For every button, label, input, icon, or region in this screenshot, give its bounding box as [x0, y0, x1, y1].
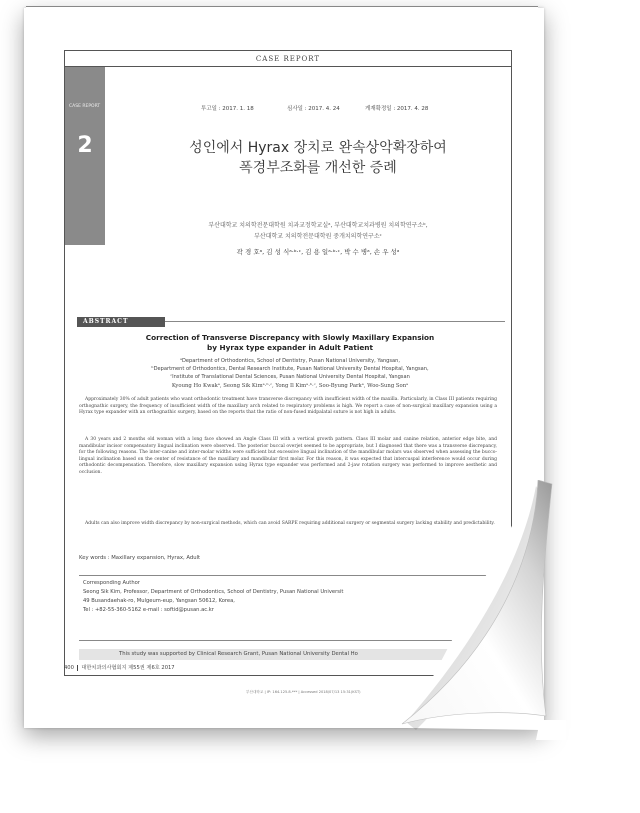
title-line-2: 폭경부조화를 개선한 증례: [239, 160, 397, 176]
korean-authors: 곽 경 호ᵃ, 김 성 식ᵃ·ᵇ·ᶜ, 김 용 일ᵃ·ᵇ·ᶜ, 박 수 병ᵃ, 손 우 성ᵃ: [236, 248, 400, 256]
affiliation-line-2: 부산대학교 치의학전문대학원 중개치의학연구소ᶜ: [254, 233, 382, 240]
revised-date: 심사일 : 2017. 4. 24: [287, 106, 340, 112]
top-rule: [26, 6, 538, 7]
corresponding-heading: Corresponding Author: [83, 580, 140, 586]
english-title-line-2: by Hyrax type expander in Adult Patient: [207, 343, 373, 352]
corresponding-line-3: Tel : +82-55-360-5162 e-mail : softid@pusan.ac.kr: [83, 607, 214, 613]
download-stamp: 부산대학교 | IP: 164.125.8.*** | Accessed 2018/07/13 15:31(KST): [246, 690, 361, 694]
corresponding-line-1: Seong Sik Kim, Professor, Department of Orthodontics, School of Dentistry, Pusan National Universit: [83, 589, 344, 595]
english-authors: Kyoung Ho Kwakᵃ, Seong Sik Kimᵃ·ᵇ·ᶜ, Yong Il Kimᵃ·ᵇ·ᶜ, Soo-Byung Parkᵃ, Woo-Sung Sonᵃ: [171, 383, 409, 389]
keywords: Key words : Maxillary expansion, Hyrax, Adult: [79, 555, 201, 561]
accepted-date: 게재확정일 : 2017. 4. 28: [365, 106, 429, 112]
title-line-1: 성인에서 Hyrax 장치로 완속상악확장하여: [189, 140, 447, 156]
abstract-paragraph-1: Approximately 30% of adult patients who want orthodontic treatment have transverse discrepancy with insufficient width of the maxilla. Particularly, in Class III patients requiring orthognathic surgery, the frequency of insufficient width of the maxillary arch related to respiratory problems is high. We report a case of non-surgical maxillary expansion using a Hyrax type expander with an orthognathic surgery, based on the reports that the ratio of non-fused midpalatal suture is not high in adults.: [79, 397, 497, 415]
affiliation-line-1: 부산대학교 치의학전문대학원 치과교정학교실ᵃ, 부산대학교치과병원 치의학연구소ᵇ,: [208, 222, 428, 229]
journal-name: 대한치과의사협회지 제55권 제6호 2017: [81, 665, 175, 671]
abstract-paragraph-3: Adults can also improve width discrepancy by non-surgical methods, which can avoid SARPE requiring additional surgery or segmental surgery lacking stability and predictability.: [85, 521, 495, 526]
page-curl: [386, 480, 566, 740]
abstract-paragraph-2: A 30 years and 2 months old woman with a long face showed an Angle Class III with a vertical growth pattern. Class III molar and canine relation, anterior edge bite, and mandibular incisor compensatory lingual inclination were observed. The posterior buccal overjet seemed to be appropriate, but I diagnosed that there was a transverse discrepancy, for the following reasons. The inter-canine and inter-molar widths were sufficient but excessive lingual inclination of the mandibular molars was observed when assessing the bucco-lingual inclination based on the center of resistance of the maxillary and mandibular first molar. For this reason, it was expected that intercuspal interference would occur during orthodontic decompensation. Therefore, slow maxillary expansion using Hyrax type expander was performed and 2-jaw rotation surgery was performed to improve aesthetic and occlusion.: [79, 437, 497, 475]
funding-note: This study was supported by Clinical Research Grant, Pusan National University Dental Ho: [79, 649, 497, 660]
english-affiliation-3: ᶜInstitute of Translational Dental Sciences, Pusan National University Dental Hospital, Yangsan: [170, 374, 410, 380]
header-rule: [65, 66, 511, 67]
article-number: 2: [77, 133, 93, 158]
sidebar-block: [65, 67, 105, 245]
sidebar-label: CASE REPORT: [69, 104, 101, 109]
corresponding-line-2: 49 Busandaehak-ro, Mulgeum-eup, Yangsan 50612, Korea,: [83, 598, 235, 604]
received-date: 투고일 : 2017. 1. 18: [201, 106, 254, 112]
page-footer: [64, 664, 175, 671]
english-affiliation-1: ᵃDepartment of Orthodontics, School of Dentistry, Pusan National University, Yangsan,: [179, 358, 401, 364]
abstract-label: ABSTRACT: [77, 317, 165, 327]
page-number: 400: [64, 665, 74, 671]
abstract-rule: [165, 321, 505, 322]
english-title-line-1: Correction of Transverse Discrepancy with Slowly Maxillary Expansion: [145, 333, 435, 342]
footer-separator: [77, 665, 79, 671]
english-affiliation-2: ᵇDepartment of Orthodontics, Dental Research Institute, Pusan National University Dental Hospital, Yangsan,: [151, 366, 429, 372]
section-header: CASE REPORT: [255, 55, 321, 63]
